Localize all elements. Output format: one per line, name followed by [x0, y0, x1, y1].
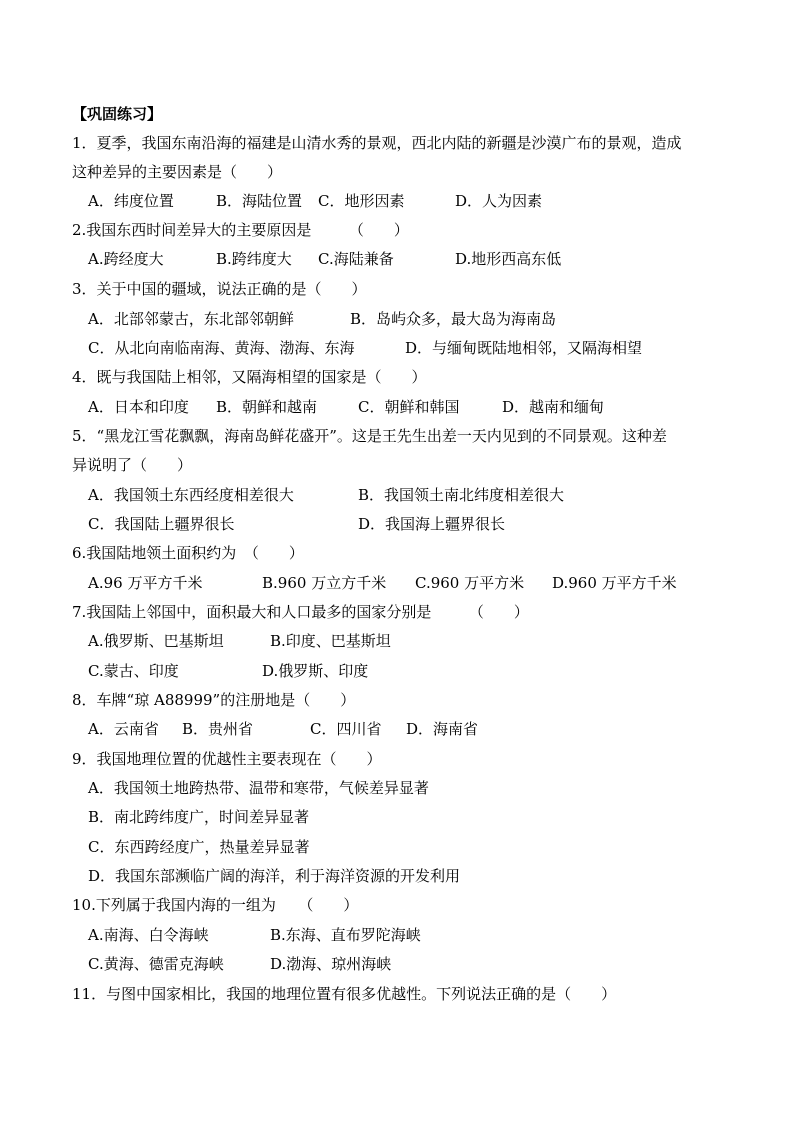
- question-8-option-d: D．海南省: [406, 720, 479, 738]
- question-10-option-a: A.南海、白令海峡: [88, 926, 209, 944]
- question-7-option-a: A.俄罗斯、巴基斯坦: [88, 632, 224, 650]
- question-8-option-a: A．云南省: [88, 720, 159, 738]
- question-2-option-a: A.跨经度大: [88, 250, 164, 268]
- question-6-option-b: B.960 万立方千米: [262, 574, 387, 592]
- question-3-option-b: B．岛屿众多，最大岛为海南岛: [350, 310, 557, 328]
- question-8-option-b: B．贵州省: [182, 720, 254, 738]
- question-6-option-c: C.960 万平方米: [415, 574, 525, 592]
- question-3-option-c: C．从北向南临南海、黄海、渤海、东海: [88, 339, 355, 357]
- question-6-stem: 6.我国陆地领土面积约为 （ ）: [72, 544, 304, 562]
- question-2-option-d: D.地形西高东低: [455, 250, 562, 268]
- question-2-stem: 2.我国东西时间差异大的主要原因是 （ ）: [72, 221, 409, 239]
- question-3-option-d: D．与缅甸既陆地相邻，又隔海相望: [405, 339, 643, 357]
- question-9-option-a: A．我国领土地跨热带、温带和寒带，气候差异显著: [88, 779, 429, 797]
- question-5-option-c: C．我国陆上疆界很长: [88, 515, 235, 533]
- question-1-option-d: D．人为因素: [455, 192, 543, 210]
- question-2-option-c: C.海陆兼备: [318, 250, 394, 268]
- question-8-stem: 8．车牌“琼 A88999”的注册地是（ ）: [72, 691, 356, 709]
- question-1-stem-line-2: 这种差异的主要因素是（ ）: [72, 163, 283, 181]
- question-7-option-c: C.蒙古、印度: [88, 662, 179, 680]
- question-6-option-d: D.960 万平方千米: [552, 574, 677, 592]
- question-5-option-a: A．我国领土东西经度相差很大: [88, 486, 294, 504]
- question-4-option-a: A．日本和印度: [88, 398, 189, 416]
- question-7-option-d: D.俄罗斯、印度: [262, 662, 369, 680]
- question-1-option-a: A．纬度位置: [88, 192, 174, 210]
- question-5-stem-line-2: 异说明了（ ）: [72, 456, 193, 474]
- question-9-option-d: D．我国东部濒临广阔的海洋，利于海洋资源的开发利用: [88, 867, 461, 885]
- question-6-option-a: A.96 万平方千米: [88, 574, 203, 592]
- question-5-option-b: B．我国领土南北纬度相差很大: [358, 486, 565, 504]
- question-5-option-d: D．我国海上疆界很长: [358, 515, 506, 533]
- question-8-option-c: C．四川省: [310, 720, 382, 738]
- question-7-stem: 7.我国陆上邻国中，面积最大和人口最多的国家分别是 （ ）: [72, 603, 529, 621]
- question-9-stem: 9．我国地理位置的优越性主要表现在（ ）: [72, 750, 382, 768]
- question-10-stem: 10.下列属于我国内海的一组为 （ ）: [72, 896, 359, 914]
- question-7-option-b: B.印度、巴基斯坦: [270, 632, 391, 650]
- question-5-stem-line-1: 5．“黑龙江雪花飘飘，海南岛鲜花盛开”。这是王先生出差一天内见到的不同景观。这种差: [72, 427, 667, 445]
- question-1-option-b: B．海陆位置: [216, 192, 303, 210]
- question-10-option-c: C.黄海、德雷克海峡: [88, 955, 224, 973]
- question-9-option-c: C．东西跨经度广，热量差异显著: [88, 838, 310, 856]
- question-10-option-d: D.渤海、琼州海峡: [270, 955, 392, 973]
- question-2-option-b: B.跨纬度大: [216, 250, 292, 268]
- question-3-stem: 3．关于中国的疆域，说法正确的是（ ）: [72, 280, 367, 298]
- question-10-option-b: B.东海、直布罗陀海峡: [270, 926, 421, 944]
- question-4-option-d: D．越南和缅甸: [502, 398, 605, 416]
- question-4-stem: 4．既与我国陆上相邻，又隔海相望的国家是（ ）: [72, 368, 427, 386]
- question-9-option-b: B．南北跨纬度广，时间差异显著: [88, 808, 310, 826]
- section-title: 【巩固练习】: [72, 105, 163, 123]
- question-4-option-b: B．朝鲜和越南: [216, 398, 318, 416]
- question-1-option-c: C．地形因素: [318, 192, 405, 210]
- question-1-stem-line-1: 1．夏季，我国东南沿海的福建是山清水秀的景观，西北内陆的新疆是沙漠广布的景观，造成: [72, 134, 682, 152]
- question-11-stem: 11．与图中国家相比，我国的地理位置有很多优越性。下列说法正确的是（ ）: [72, 985, 617, 1003]
- question-3-option-a: A．北部邻蒙古，东北部邻朝鲜: [88, 310, 294, 328]
- question-4-option-c: C．朝鲜和韩国: [358, 398, 460, 416]
